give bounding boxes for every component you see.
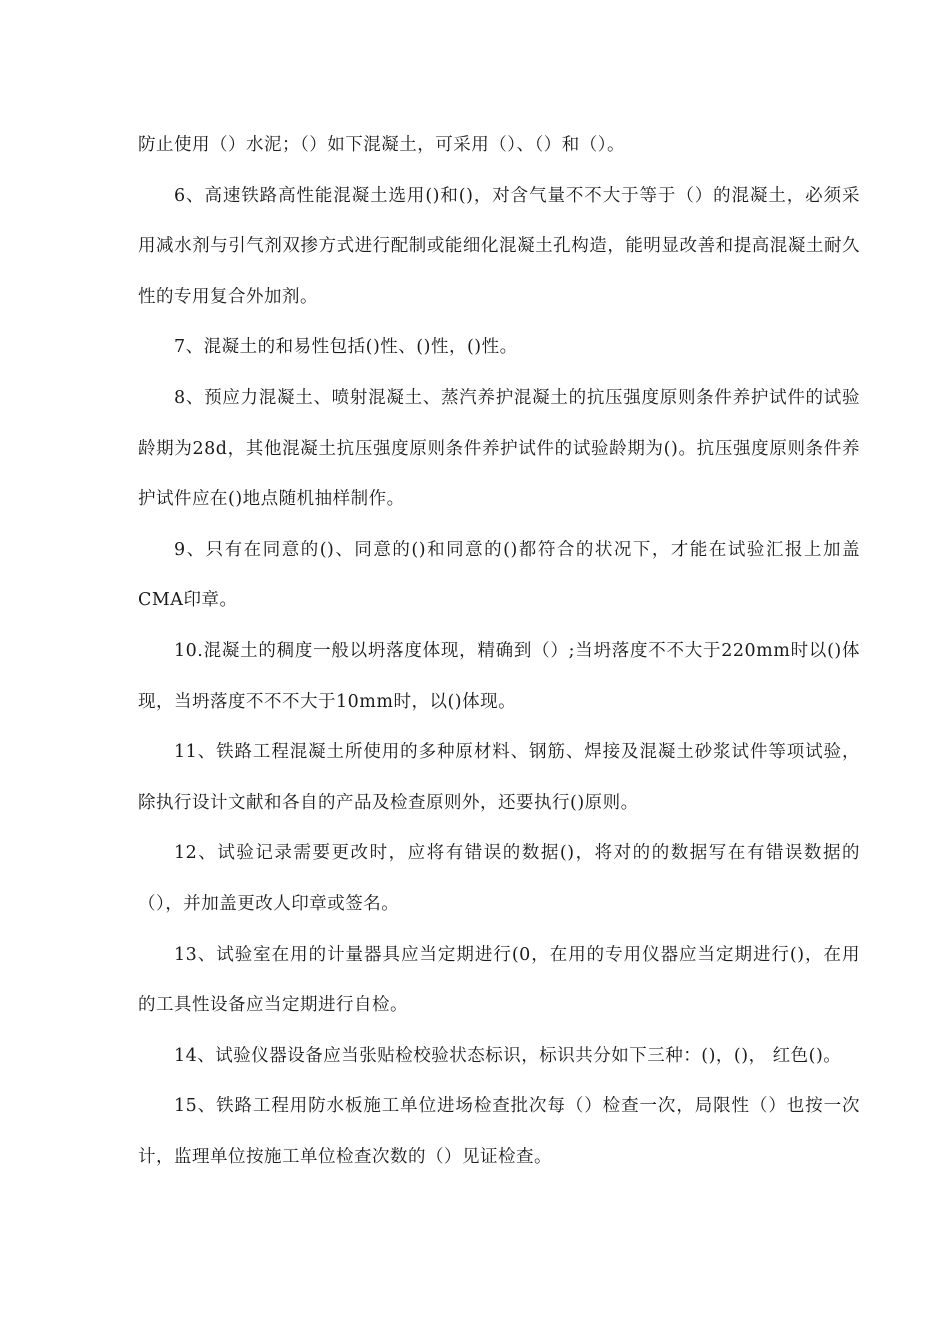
question-9: 9、只有在同意的()、同意的()和同意的()都符合的状况下，才能在试验汇报上加盖CMA印章。: [138, 539, 860, 611]
question-10: 10.混凝土的稠度一般以坍落度体现，精确到（）;当坍落度不不大于220mm时以()体现，当坍落度不不不大于10mm时，以()体现。: [138, 640, 860, 712]
question-8: 8、预应力混凝土、喷射混凝土、蒸汽养护混凝土的抗压强度原则条件养护试件的试验龄期为28d，其他混凝土抗压强度原则条件养护试件的试验龄期为()。抗压强度原则条件养护试件应在()地点随机抽样制作。: [138, 387, 860, 510]
question-11: 11、铁路工程混凝土所使用的多种原材料、钢筋、焊接及混凝土砂浆试件等项试验，除执行设计文献和各自的产品及检查原则外，还要执行()原则。: [138, 742, 860, 813]
question-14: 14、试验仪器设备应当张贴检校验状态标识，标识共分如下三种：()，()， 红色()。: [174, 1045, 842, 1066]
question-13: 13、试验室在用的计量器具应当定期进行(0，在用的专用仪器应当定期进行()，在用的工具性设备应当定期进行自检。: [138, 944, 860, 1016]
question-7: 7、混凝土的和易性包括()性、()性，()性。: [174, 337, 518, 358]
question-15: 15、铁路工程用防水板施工单位进场检查批次每（）检查一次，局限性（）也按一次计，监理单位按施工单位检查次数的（）见证检查。: [138, 1096, 860, 1167]
document-body: [138, 120, 860, 1182]
question-12: 12、试验记录需要更改时，应将有错误的数据()，将对的的数据写在有错误数据的（），并加盖更改人印章或签名。: [138, 843, 860, 914]
question-6: 6、高速铁路高性能混凝土选用()和()，对含气量不不大于等于（）的混凝土，必须采用减水剂与引气剂双掺方式进行配制或能细化混凝土孔构造，能明显改善和提高混凝土耐久性的专用复合外加剂。: [138, 185, 860, 307]
paragraph-continuation: 防止使用（）水泥；（）如下混凝土，可采用（）、（）和（）。: [138, 135, 625, 155]
